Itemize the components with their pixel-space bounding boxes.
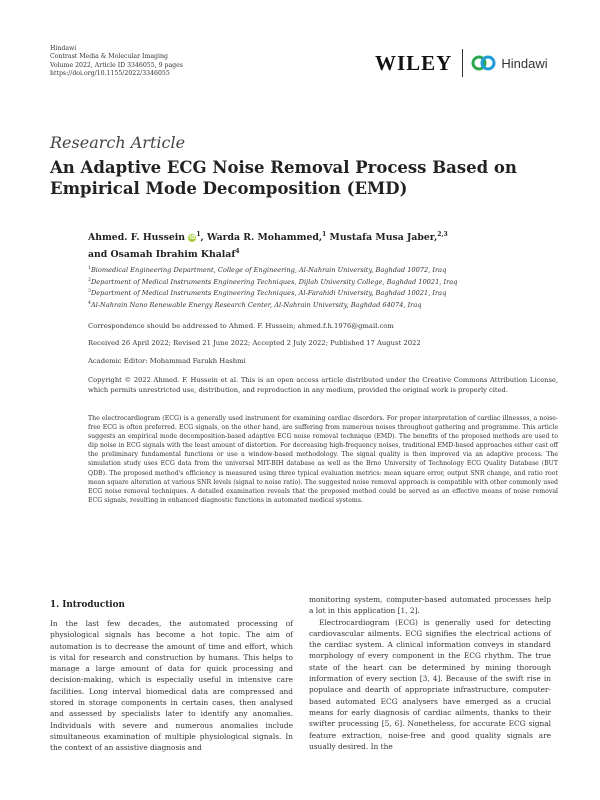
correspondence: Correspondence should be addressed to Ahmed. F. Hussein; ahmed.f.h.1976@gmail.com [88, 322, 394, 330]
article-dates: Received 26 April 2022; Revised 21 June 2022; Accepted 2 July 2022; Published 17 August 2022 [88, 339, 421, 347]
academic-editor: Academic Editor: Mohammad Farukh Hashmi [88, 357, 246, 365]
article-title: An Adaptive ECG Noise Removal Process Based on Empirical Mode Decomposition (EMD) [50, 158, 517, 198]
volume-info: Volume 2022, Article ID 3346055, 9 pages [50, 61, 183, 69]
affiliation-item: $^1$Biomedical Engineering Department, College of Engineering, Al-Nahrain University, Baghdad 10072, Iraq [88, 266, 447, 275]
paragraph: In the last few decades, the automated processing of physiological signals has become a hot topic. The aim of automation is to decrease the amount of time and effort, which is vital for research and construction by humans. This helps to manage a large amount of data for quick processing and decision-making, which is especially useful in intensive care facilities. Long interval biomedical data are compressed and stored in storage components in certain cases, then analysed and assessed by specialists later to identify any anomalies. Individuals with severe and numerous anomalies include simultaneous examination of multiple physiological signals. In the context of an assistive diagnosis and [50, 619, 293, 753]
left-column [50, 618, 293, 754]
paragraph: Electrocardiogram (ECG) is generally used for detecting cardiovascular ailments. ECG signifies the electrical actions of the cardiac system. A clinical information conveys in standard morphology of every component in the ECG rhythm. The true state of the heart can be determined by mining thorough information of every section [3, 4]. Because of the swift rise in populace and dearth of appropriate infrastructure, computer-based automated ECG analysers have emerged as a crucial means for early diagnosis of cardiac ailments, thanks to their swifter processing [5, 6]. Nonetheless, for accurate ECG signal feature extraction, noise-free and good quality signals are usually desired. In the [309, 617, 551, 751]
author-name: Osamah Ibrahim Khalaf [110, 249, 236, 261]
author-name: Mustafa Musa Jaber, [329, 232, 438, 244]
publisher-logos [375, 48, 548, 78]
section-heading: 1. Introduction [50, 600, 125, 610]
author-list: Ahmed. F. Hussein $iD^1$, Warda R. Mohammed,$^1$ Mustafa Musa Jaber,$^{2,3}$ and Osamah Ibrahim Khalaf$^4$ [88, 231, 448, 261]
affiliation-item: $^4$Al-Nahrain Nano Renewable Energy Research Center, Al-Nahrain University, Baghdad 64074, Iraq [88, 300, 422, 309]
hindawi-wordmark: Hindawi [501, 55, 548, 71]
abstract: The electrocardiogram (ECG) is a generally used instrument for examining cardiac disorders. For proper interpretation of cardiac illnesses, a noise-free ECG is often preferred. ECG signals, on the other hand, are suffering from numerous noises throughout gathering and programme. This article suggests an empirical mode decomposition-based adaptive ECG noise removal technique (EMD). The benefits of the proposed methods are used to dip noise in ECG signals with the least amount of distortion. For decreasing high-frequency noises, traditional EMD-based approaches either cast off the preliminary fundamental functions or use a window-based methodology. The signal quality is then improved via an adaptive process. The simulation study uses ECG data from the universal MIT-BIH database as well as the Brno University of Technology ECG Quality Database (BUT QDB). The proposed method's efficiency is measured using three typical evaluation metrics: mean square error, output SNR change, and ratio root mean square alteration at various SNR levels (signal to noise ratio). The suggested noise removal approach is compatible with other commonly used ECG noise removal techniques. A detailed examination reveals that the proposed method could be served as an effective means of noise removal ECG signals, resulting in enhanced diagnostic functions in automated medical systems. [88, 415, 558, 504]
affiliation-item: $^3$Department of Medical Instruments Engineering Techniques, Al-Farahidi University, Baghdad 10021, Iraq [88, 289, 447, 298]
copyright-notice: Copyright © 2022 Ahmed. F. Hussein et al. This is an open access article distributed under the Creative Commons Attribution License, which permits unrestricted use, distribution, and reproduction in any medium, provided the original work is properly cited. [88, 376, 558, 394]
hindawi-logo [471, 55, 547, 71]
journal-meta [50, 45, 183, 79]
doi-link[interactable]: https://doi.org/10.1155/2022/3346055 [50, 70, 170, 78]
orcid-icon[interactable]: iD [189, 234, 196, 241]
publisher-line: Hindawi [50, 45, 77, 52]
journal-name: Contrast Media & Molecular Imaging [50, 53, 168, 61]
article-type: Research Article [50, 133, 186, 152]
affiliation-item: $^2$Department of Medical Instruments Engineering Techniques, Dijlah University College, Baghdad 10021, Iraq [88, 277, 458, 286]
right-column [309, 594, 551, 752]
hindawi-rings-icon [471, 55, 497, 71]
author-name: Warda R. Mohammed, [206, 232, 323, 244]
author-name: Ahmed. F. Hussein [88, 232, 186, 244]
wiley-logo: WILEY [375, 50, 453, 75]
logo-divider [462, 49, 463, 77]
author-conjunction: and [88, 249, 108, 261]
affiliations [88, 264, 558, 310]
paragraph: monitoring system, computer-based automated processes help a lot in this application [1, 2]. [309, 595, 551, 616]
